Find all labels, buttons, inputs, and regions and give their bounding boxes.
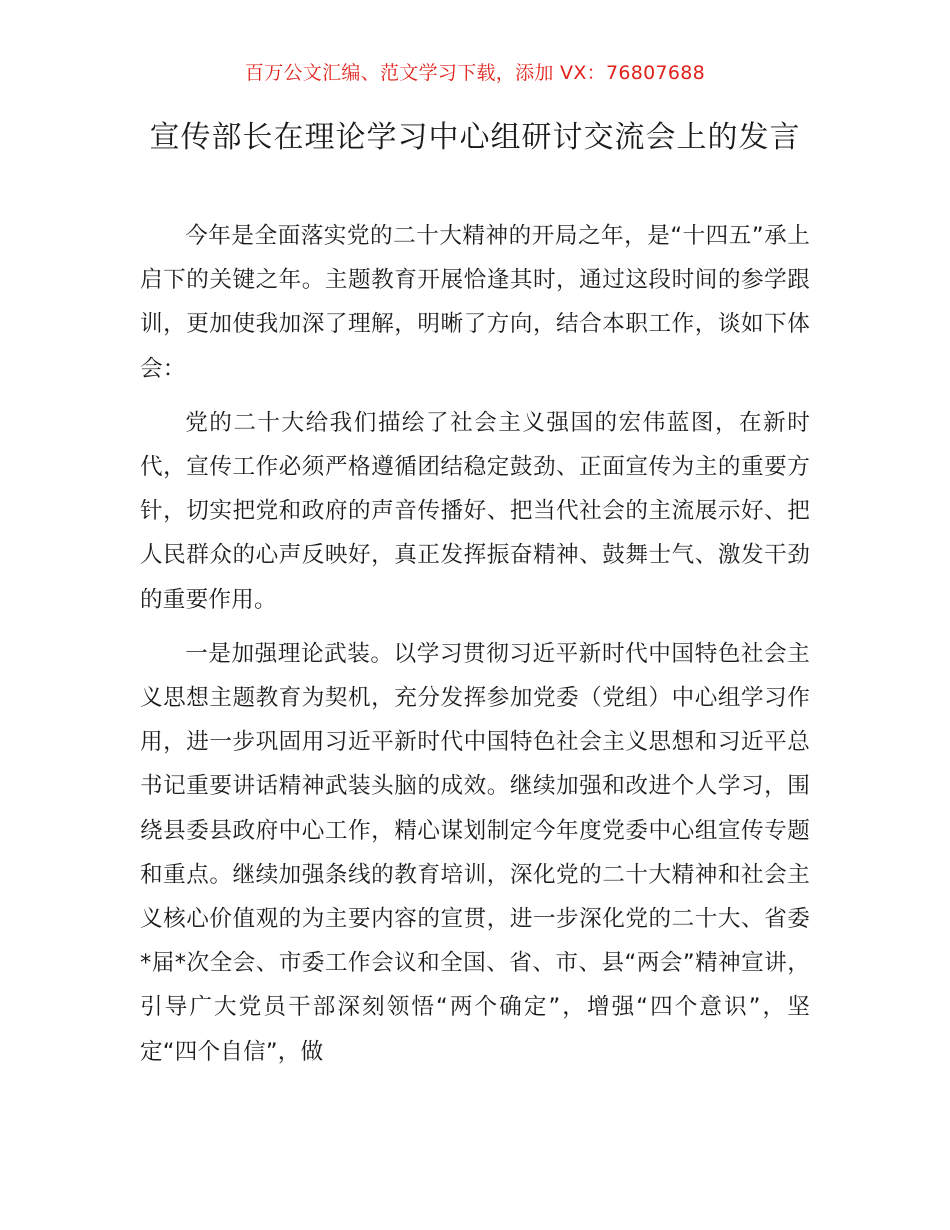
document-title: 宣传部长在理论学习中心组研讨交流会上的发言 [149,120,801,155]
header-watermark-note: 百万公文汇编、范文学习下载，添加 VX：76807688 [244,62,706,84]
paragraph-intro: 今年是全面落实党的二十大精神的开局之年，是“十四五”承上启下的关键之年。主题教育开展恰逢其时，通过这段时间的参学跟训，更加使我加深了理解，明晰了方向，结合本职工作，谈如下体会： [140,223,810,382]
paragraph-theory: 一是加强理论武装。以学习贯彻习近平新时代中国特色社会主义思想主题教育为契机，充分发挥参加党委（党组）中心组学习作用，进一步巩固用习近平新时代中国特色社会主义思想和习近平总书记重要讲话精神武装头脑的成效。继续加强和改进个人学习，围绕县委县政府中心工作，精心谋划制定今年度党委中心组宣传专题和重点。继续加强条线的教育培训，深化党的二十大精神和社会主义核心价值观的为主要内容的宣贯，进一步深化党的二十大、省委*届*次全会、市委工作会议和全国、省、市、县“两会”精神宣讲，引导广大党员干部深刻领悟“两个确定”，增强“四个意识”，坚定“四个自信”，做 [140,640,810,1065]
paragraph-blueprint: 党的二十大给我们描绘了社会主义强国的宏伟蓝图，在新时代，宣传工作必须严格遵循团结稳定鼓劲、正面宣传为主的重要方针，切实把党和政府的声音传播好、把当代社会的主流展示好、把人民群众的心声反映好，真正发挥振奋精神、鼓舞士气、激发干劲的重要作用。 [140,409,810,613]
document-body [140,214,810,1084]
